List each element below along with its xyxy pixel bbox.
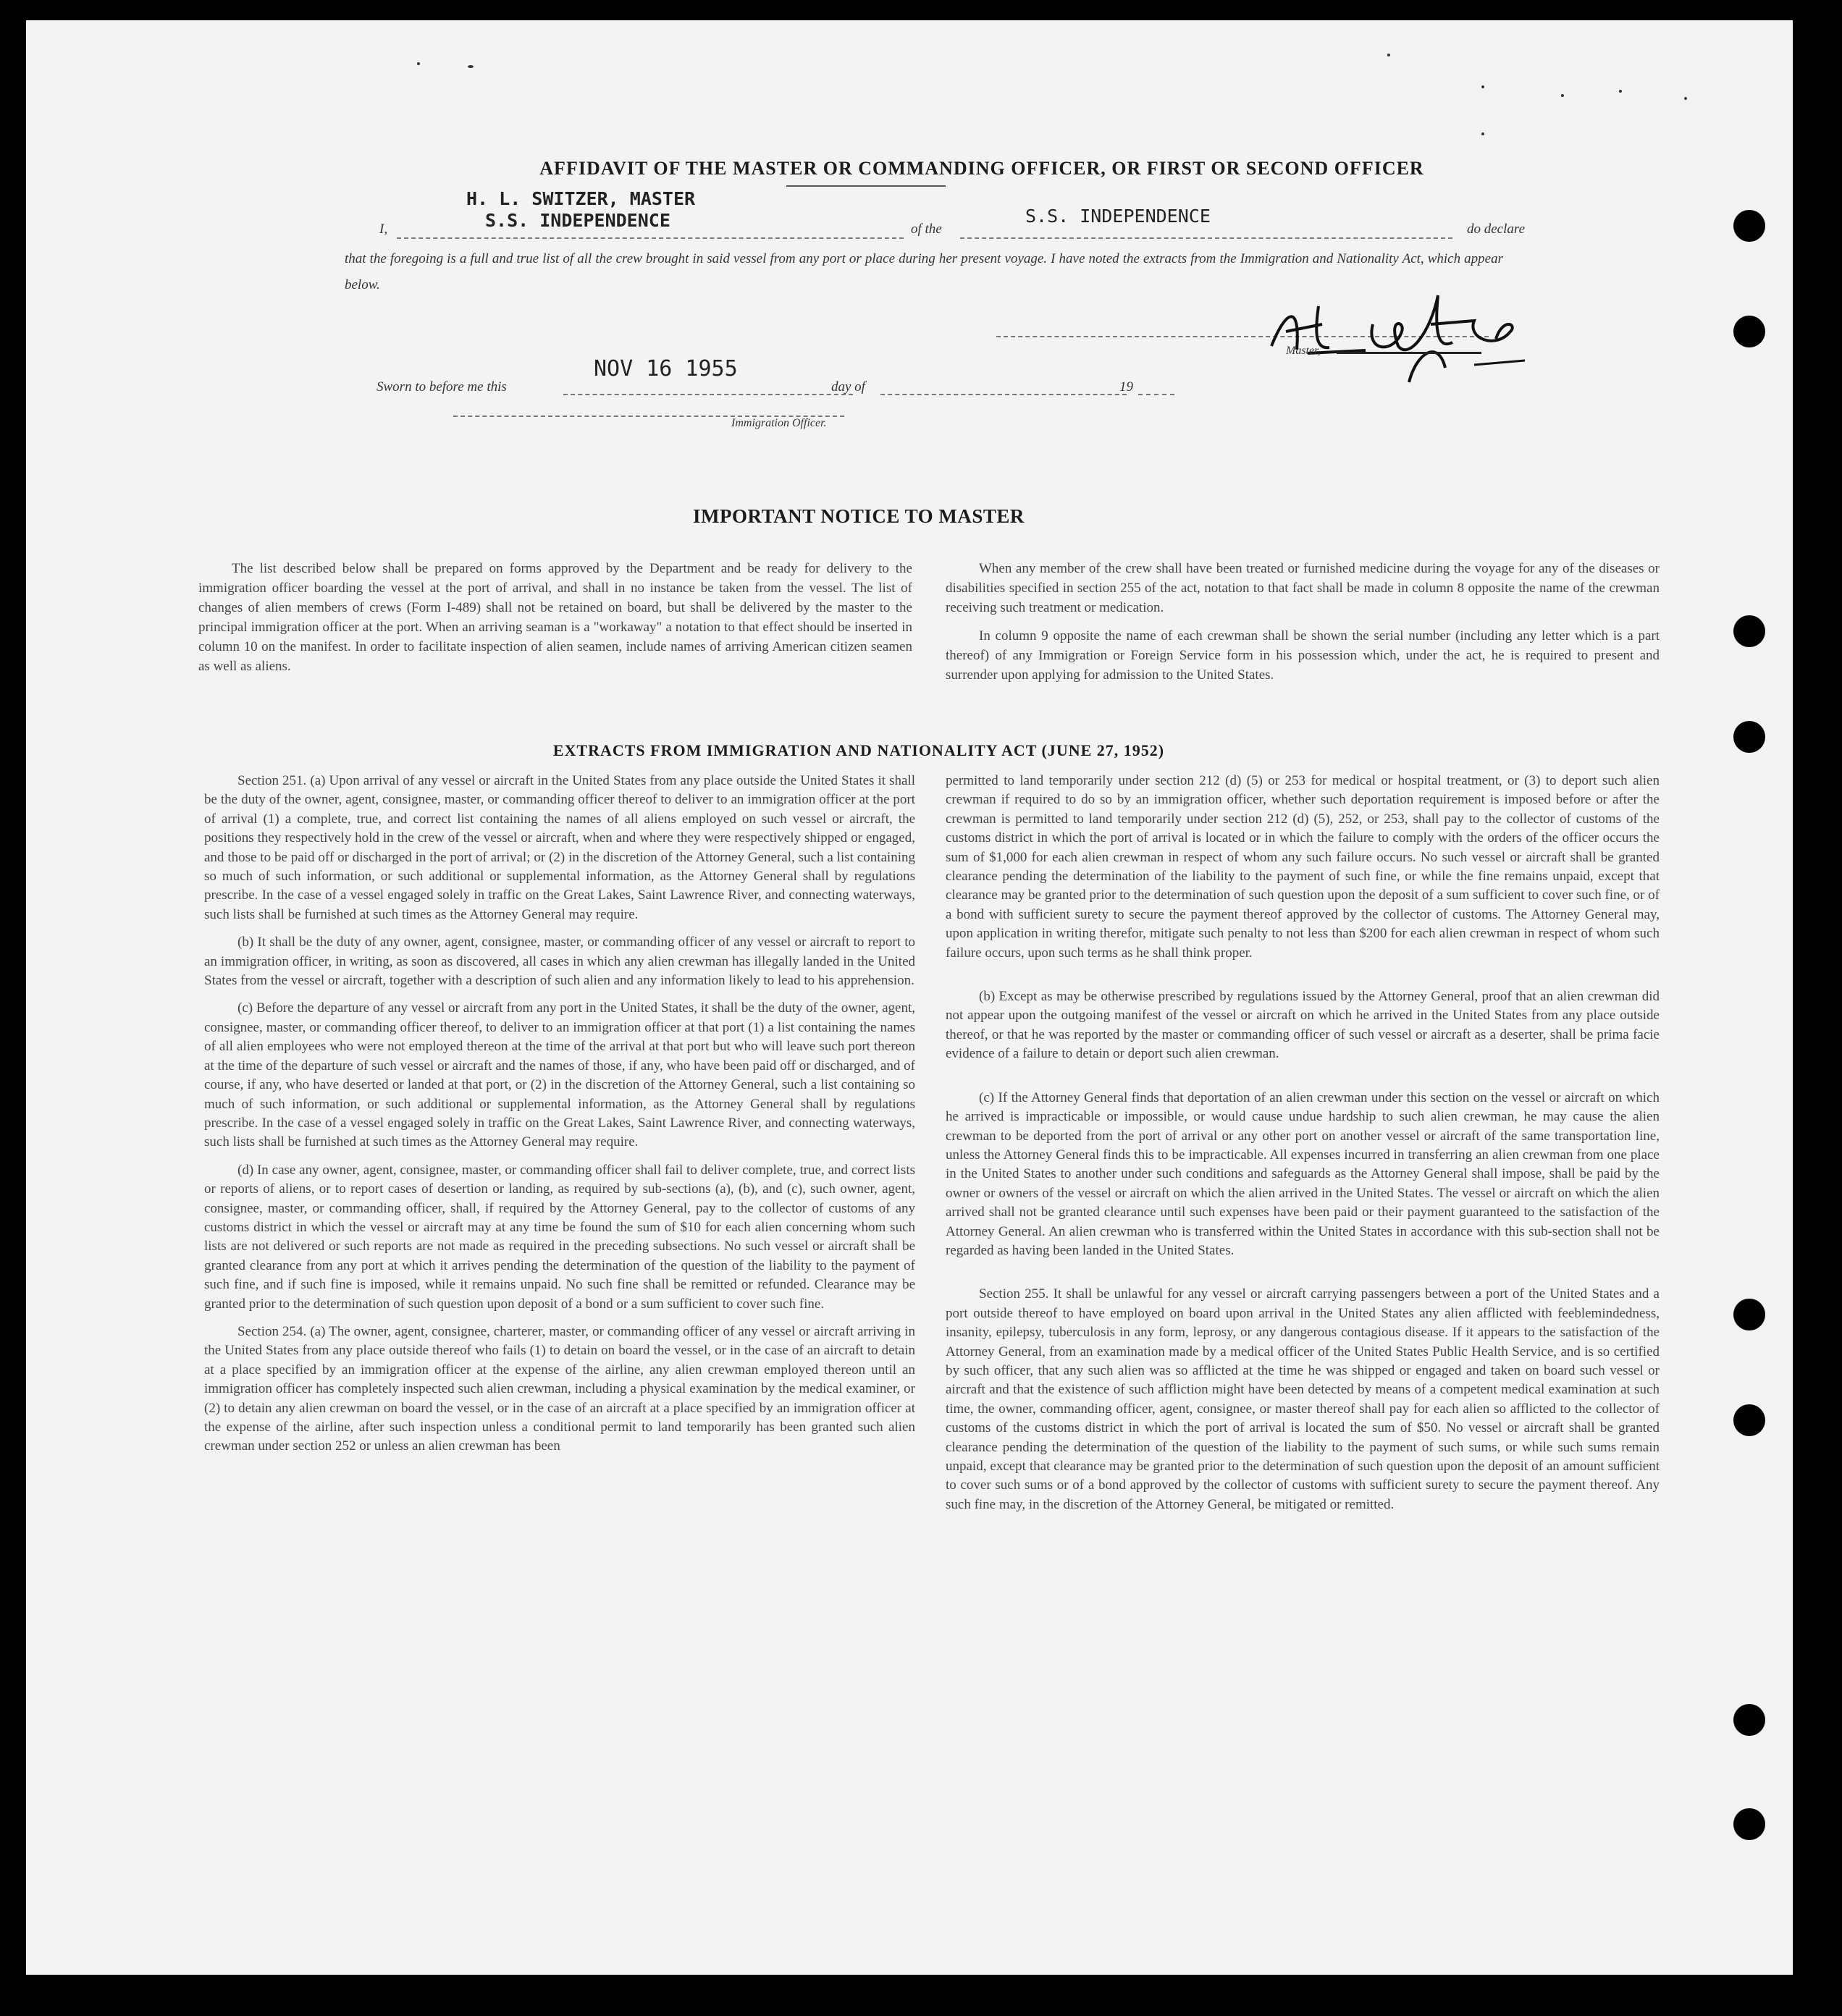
scan-speck	[417, 62, 420, 65]
master-signature	[1257, 281, 1532, 389]
extract-paragraph: Section 251. (a) Upon arrival of any vessel or aircraft in the United States from any place outside the United States it shall be the duty of the owner, agent, consignee, master, or commanding officer thereof to deliver to an immigration officer at the port of arrival (1) a complete, true, and correct list containing the names of all aliens employed on such vessel or aircraft, the positions they respectively hold in the crew of the vessel or aircraft, when and where they were respectively shipped or engaged, and those to be paid off or discharged in the port of arrival; or (2) in the discretion of the Attorney General, such a list containing so much of such information, or such additional or supplemental information, as the Attorney General shall by regulations prescribe. In the case of a vessel engaged solely in traffic on the Great Lakes, Saint Lawrence River, and connecting waterways, such lists shall be furnished at such times as the Attorney General may require.	[204, 773, 915, 922]
punch-hole	[1733, 1704, 1765, 1736]
typed-vessel-line: S.S. INDEPENDENCE	[485, 210, 670, 231]
scan-speck	[1684, 97, 1687, 100]
document-page	[26, 20, 1793, 1975]
extract-paragraph: (b) It shall be the duty of any owner, agent, consignee, master, or commanding officer of any vessel or aircraft to report to an immigration officer, in writing, as soon as discovered, all cases in which any alien crewman has illegally landed in the United States from the vessel or aircraft, together with a description of such alien and any information likely to lead to his apprehension.	[204, 935, 915, 989]
stamp-date: NOV 16 1955	[594, 356, 738, 381]
of-the-label: of the	[911, 222, 942, 237]
year-label: 19	[1119, 379, 1133, 395]
master-label: Master,	[1286, 345, 1321, 357]
scan-speck	[1561, 94, 1564, 97]
sworn-year-line	[1138, 394, 1174, 395]
declaration-text: that the foregoing is a full and true list of all the crew brought in said vessel from any port or place during her present voyage. I have noted the extracts from the Immigration and Nationality Act, which appear below.	[345, 251, 1503, 292]
notice-left-paragraph: The list described below shall be prepared on forms approved by the Department and be ready for delivery to the immigration officer boarding the vessel at the port of arrival, and shall in no instance be taken from the vessel. The list of changes of alien members of crews (Form I-489) shall not be retained on board, but shall be delivered by the master to the principal immigration officer at the port. When an arriving seaman is a "workaway" a notation to that effect should be inserted in column 10 on the manifest. In order to facilitate inspection of alien seamen, include names of arriving American citizen seamen as well as aliens.	[198, 561, 912, 674]
notice-left-column	[198, 559, 912, 676]
extract-paragraph: (b) Except as may be otherwise prescribed by regulations issued by the Attorney General, proof that an alien crewman did not appear upon the outgoing manifest of the vessel or aircraft on which he arrived in the United States from any place outside thereof, or that he was reported by the master or commanding officer of such vessel or aircraft as a deserter, shall be prima facie evidence of a failure to detain or deport such alien crewman.	[946, 989, 1660, 1062]
affidavit-title: AFFIDAVIT OF THE MASTER OR COMMANDING OFFICER, OR FIRST OR SECOND OFFICER	[539, 158, 1424, 179]
typed-name: H. L. SWITZER, MASTER	[466, 188, 696, 209]
punch-hole	[1733, 1404, 1765, 1436]
punch-hole	[1733, 721, 1765, 753]
day-of-label: day of	[831, 379, 865, 395]
officer-label: Immigration Officer.	[731, 417, 827, 429]
extract-paragraph: permitted to land temporarily under section 212 (d) (5) or 253 for medical or hospital treatment, or (3) to deport such alien crewman if required to do so by an immigration officer, whether such deportation requirement is imposed before or after the crewman is permitted to land temporarily under section 212 (d) (5), 252, or 253, shall pay to the collector of customs of the customs district in which the port of arrival is located or in which the failure to comply with the orders of the officer occurs the sum of $1,000 for each alien crewman in respect of whom any such failure occurs. No such vessel or aircraft shall be granted clearance pending the determination of the liability to the payment of such fine, or while the fine remains unpaid, except that clearance may be granted prior to the determination of such question upon the deposit of a sum sufficient to cover such fine, or of a bond with sufficient surety to secure the payment thereof approved by the collector of customs. The Attorney General may, upon application in writing therefor, mitigate such penalty to not less than $200 for each alien crewman in respect of whom such failure occurs, upon such terms as he shall think proper.	[946, 773, 1660, 961]
scan-speck	[1481, 132, 1484, 135]
sworn-month-line	[880, 394, 1127, 395]
punch-hole	[1733, 615, 1765, 647]
strike-through	[1337, 352, 1481, 354]
extract-paragraph: (d) In case any owner, agent, consignee, master, or commanding officer shall fail to deliver complete, true, and correct lists or reports of aliens, or to report cases of desertion or landing, as required by sub-sections (a), (b), and (c), such owner, agent, consignee, master, or commanding officer, shall, if required by the Attorney General, pay to the collector of customs of any customs district in which the vessel or aircraft may at any time be found the sum of $10 for each alien concerning whom such lists are not delivered or such reports are not made as required in the preceding subsections. No such vessel or aircraft shall be granted clearance from any port at which it arrives pending the determination of the question of the liability to the payment of such fine, and if such fine is imposed, while it remains unpaid. No such fine shall be remitted or refunded. Clearance may be granted prior to the determination of such question upon deposit of a bond or a sum sufficient to cover such fine.	[204, 1162, 915, 1312]
extract-paragraph: Section 255. It shall be unlawful for any vessel or aircraft carrying passengers between a port of the United States and a port outside thereof to have employed on board upon arrival in the United States any alien afflicted with feeblemindedness, insanity, epilepsy, tuberculosis in any form, leprosy, or any dangerous contagious disease. If it appears to the satisfaction of the Attorney General, from an examination made by a medical officer of the United States Public Health Service, and is so certified by such officer, that any such alien was so afflicted at the time he was shipped or engaged and taken on board such vessel or aircraft and that the existence of such affliction might have been detected by means of a competent medical examination at such time, the owner, commanding officer, agent, consignee, or master thereof shall pay for each alien so afflicted to the collector of customs of the customs district in which the port of arrival is located the sum of $50. No vessel or aircraft shall be granted clearance pending the determination of the question of the liability to the payment of such sums, or while such sums remain unpaid, except that clearance may be granted prior to the determination of such question upon the deposit of an amount sufficient to cover such sums or of a bond approved by the collector of customs with sufficient surety to secure the payment thereof. Any such fine may, in the discretion of the Attorney General, be mitigated or remitted.	[946, 1286, 1660, 1512]
notice-right-paragraph: When any member of the crew shall have been treated or furnished medicine during the voyage for any of the diseases or disabilities specified in section 255 of the act, notation to that fact shall be made in column 8 opposite the name of the crewman receiving such treatment or medication.	[946, 561, 1660, 615]
extracts-heading: EXTRACTS FROM IMMIGRATION AND NATIONALITY ACT (JUNE 27, 1952)	[552, 741, 1165, 759]
name-line	[397, 237, 904, 239]
notice-heading: IMPORTANT NOTICE TO MASTER	[693, 505, 1025, 527]
extract-paragraph: (c) If the Attorney General finds that deportation of an alien crewman under this section on the vessel or aircraft on which he arrived is impracticable or impossible, or would cause undue hardship to such alien crewman, he may cause the alien crewman to be deported from the port of arrival or any other port on another vessel or aircraft of the same transportation line, unless the Attorney General finds this to be impracticable. All expenses incurred in transferring an alien crewman from one place in the United States to another under such conditions and safeguards as the Attorney General shall impose, shall be paid by the owner or owners of the vessel or aircraft on which the alien arrived in the United States. The vessel or aircraft on which the alien arrived shall not be granted clearance until such expenses have been paid or their payment guaranteed to the satisfaction of the Attorney General. An alien crewman who is transferred within the United States in accordance with this sub-section shall not be regarded as having been landed in the United States.	[946, 1089, 1660, 1258]
scan-speck	[1481, 85, 1484, 88]
title-rule	[786, 185, 946, 187]
scan-speck	[468, 65, 474, 68]
vessel-typed: S.S. INDEPENDENCE	[1025, 206, 1211, 227]
i-label: I,	[379, 222, 388, 237]
do-declare-label: do declare	[1467, 222, 1526, 237]
punch-hole	[1733, 316, 1765, 347]
punch-hole	[1733, 210, 1765, 242]
sworn-day-line	[563, 394, 853, 395]
extracts-left-column	[204, 772, 915, 1456]
sworn-label: Sworn to before me this	[377, 379, 507, 395]
punch-hole	[1733, 1808, 1765, 1840]
extracts-right-column	[946, 772, 1660, 1514]
notice-right-paragraph: In column 9 opposite the name of each crewman shall be shown the serial number (including any letter which is a part thereof) of any Immigration or Foreign Service form in his possession which, under the act, he is required to present and surrender upon applying for admission to the United States.	[946, 628, 1660, 683]
punch-hole	[1733, 1299, 1765, 1330]
scan-speck	[1619, 90, 1622, 93]
extract-paragraph: Section 254. (a) The owner, agent, consignee, charterer, master, or commanding officer of any vessel or aircraft arriving in the United States from any place outside thereof who fails (1) to detain on board the vessel, or in the case of an aircraft to detain at a place specified by an immigration officer at the expense of the airline, any alien crewman employed thereon until an immigration officer has completely inspected such alien crewman, including a physical examination by the medical examiner, or (2) to detain any alien crewman on board the vessel, or in the case of an aircraft at a place specified by an immigration officer at the expense of the airline, after such inspection unless a conditional permit to land temporarily has been granted such alien crewman under section 252 or unless an alien crewman has been	[204, 1323, 915, 1454]
notice-right-column	[946, 559, 1660, 685]
scan-speck	[1387, 54, 1390, 56]
extract-paragraph: (c) Before the departure of any vessel or aircraft from any port in the United States, it shall be the duty of the owner, agent, consignee, master, or commanding officer thereof, to deliver to an immigration officer at that port (1) a list containing the names of all alien employees who were not employed thereon at the time of the arrival at that port but who will leave such port thereon at the time of the departure of such vessel or aircraft and the names of those, if any, who have been paid off or discharged, and of course, if any, who have deserted or landed at that port, or (2) in the discretion of the Attorney General, such a list containing so much of such information, or such additional or supplemental information, as the Attorney General shall by regulations prescribe. In the case of a vessel engaged solely in traffic on the Great Lakes, Saint Lawrence River, and connecting waterways, such lists shall be furnished at such times as the Attorney General may require.	[204, 1000, 915, 1150]
vessel-line	[960, 237, 1452, 239]
